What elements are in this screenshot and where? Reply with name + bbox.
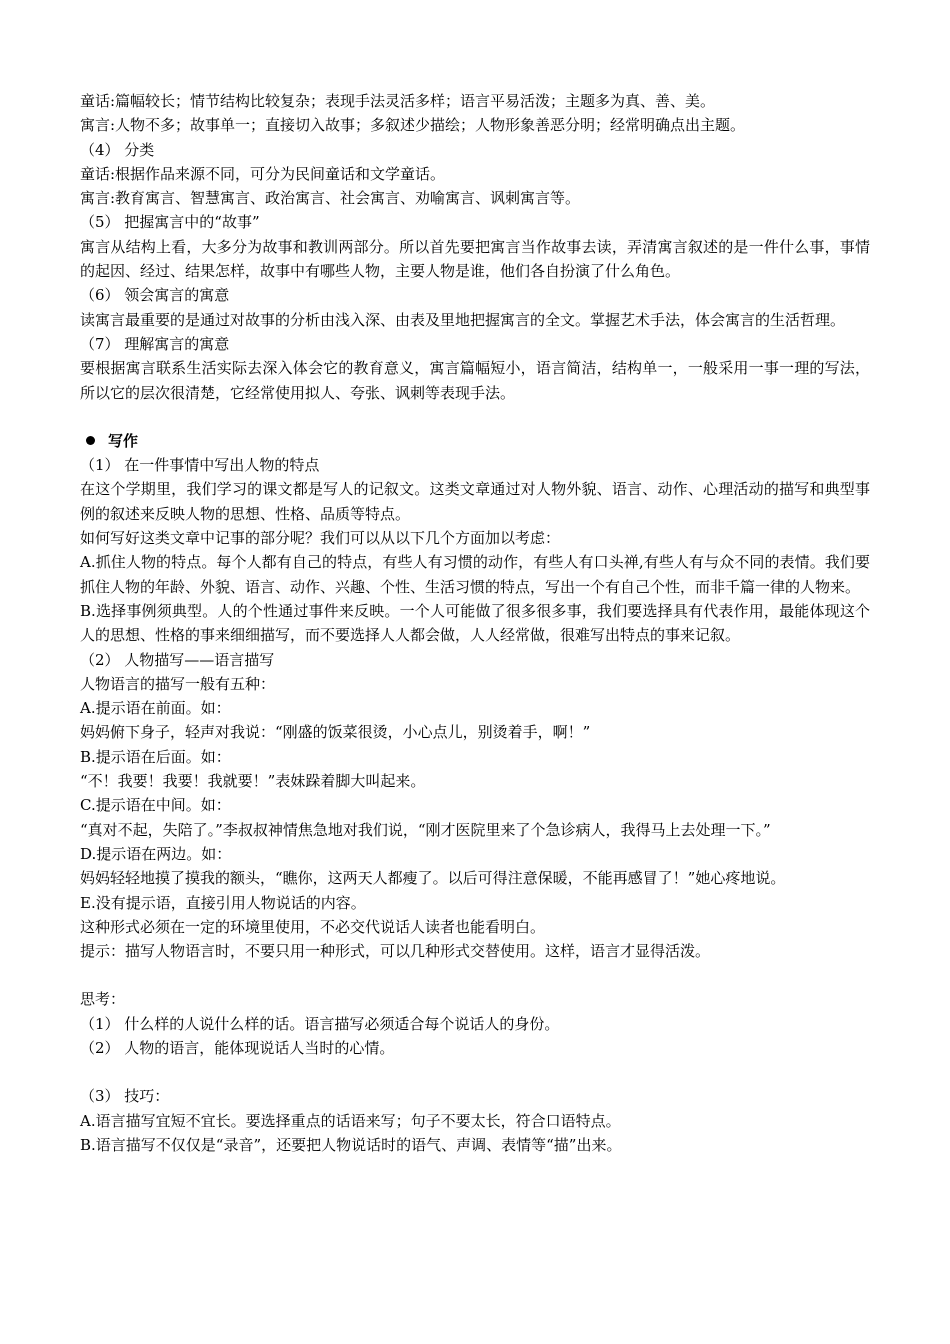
- spacer: [80, 405, 870, 429]
- writing-point-b: B.选择事例须典型。人的个性通过事件来反映。一个人可能做了很多很多事，我们要选择具有代表作用，最能体现这个人的思想、性格的事来细细描写，而不要选择人人都会做，人人经常做，很难写出特点的事来记叙。: [80, 601, 870, 645]
- form-c: C.提示语在中间。如：: [80, 796, 231, 815]
- writing-s1-heading: （1） 在一件事情中写出人物的特点: [80, 456, 320, 475]
- think-2: （2） 人物的语言，能体现说话人当时的心情。: [80, 1038, 395, 1057]
- section-7-paragraph: 要根据寓言联系生活实际去深入体会它的教育意义，寓言篇幅短小，语言简洁，结构单一，一般采用一事一理的写法，所以它的层次很清楚，它经常使用拟人、夸张、讽刺等表现手法。: [80, 359, 870, 402]
- think-label: 思考：: [80, 990, 126, 1009]
- writing-s2-heading: （2） 人物描写——语言描写: [80, 650, 275, 669]
- fable-features: 寓言:人物不多；故事单一；直接切入故事；多叙述少描绘；人物形象善恶分明；经常明确点出主题。: [80, 116, 746, 135]
- writing-p1: 在这个学期里，我们学习的课文都是写人的记叙文。这类文章通过对人物外貌、语言、动作、心理活动的描写和典型事例的叙述来反映人物的思想、性格、品质等特点。: [80, 480, 870, 523]
- form-b-example: “不！我要！我要！我就要！”表妹跺着脚大叫起来。: [80, 772, 426, 791]
- technique-a: A.语言描写宜短不宜长。要选择重点的话语来写；句子不要太长，符合口语特点。: [80, 1111, 621, 1130]
- form-d-example: 妈妈轻轻地摸了摸我的额头，“瞧你，这两天人都瘦了。以后可得注意保暖，不能再感冒了！”她心疼地说。: [80, 869, 786, 888]
- section-6-heading: （6） 领会寓言的寓意: [80, 286, 230, 305]
- section-6-paragraph: 读寓言最重要的是通过对故事的分析由浅入深、由表及里地把握寓言的全文。掌握艺术手法，体会寓言的生活哲理。: [80, 310, 846, 329]
- form-d: D.提示语在两边。如：: [80, 844, 232, 863]
- form-c-example: “真对不起，失陪了。”李叔叔神情焦急地对我们说，“刚才医院里来了个急诊病人，我得马上去处理一下。”: [80, 820, 771, 839]
- form-b: B.提示语在后面。如：: [80, 747, 231, 766]
- spacer: [80, 963, 870, 987]
- tip-line: 提示：描写人物语言时，不要只用一种形式，可以几种形式交替使用。这样，语言才显得活泼。: [80, 942, 711, 961]
- section-7-heading: （7） 理解寓言的寓意: [80, 334, 230, 353]
- writing-title: 写作: [108, 431, 139, 450]
- form-a-example: 妈妈俯下身子，轻声对我说：“刚盛的饭菜很烫，小心点儿，别烫着手，啊！”: [80, 723, 591, 742]
- fairy-tale-classification: 童话:根据作品来源不同，可分为民间童话和文学童话。: [80, 164, 446, 183]
- fable-classification: 寓言:教育寓言、智慧寓言、政治寓言、社会寓言、劝喻寓言、讽刺寓言等。: [80, 189, 581, 208]
- fairy-tale-features: 童话:篇幅较长；情节结构比较复杂；表现手法灵活多样；语言平易活泼；主题多为真、善、美。: [80, 92, 716, 110]
- document-page: [80, 89, 870, 1157]
- writing-s3-heading: （3） 技巧：: [80, 1087, 170, 1106]
- section-5-paragraph: 寓言从结构上看，大多分为故事和教训两部分。所以首先要把寓言当作故事去读，弄清寓言叙述的是一件什么事，事情的起因、经过、结果怎样，故事中有哪些人物，主要人物是谁，他们各自扮演了什么角色。: [80, 237, 870, 281]
- think-1: （1） 什么样的人说什么样的话。语言描写必须适合每个说话人的身份。: [80, 1014, 560, 1033]
- section-5-heading: （5） 把握寓言中的“故事”: [80, 213, 260, 232]
- form-a: A.提示语在前面。如：: [80, 699, 231, 718]
- form-e: E.没有提示语，直接引用人物说话的内容。: [80, 893, 366, 912]
- form-e-example: 这种形式必须在一定的环境里使用，不必交代说话人读者也能看明白。: [80, 917, 546, 936]
- section-4-heading: （4） 分类: [80, 140, 155, 159]
- technique-b: B.语言描写不仅仅是“录音”，还要把人物说话时的语气、声调、表情等“描”出来。: [80, 1135, 622, 1154]
- writing-heading: [108, 429, 870, 453]
- spacer: [80, 1060, 870, 1084]
- writing-point-a: A.抓住人物的特点。每个人都有自己的特点，有些人有习惯的动作，有些人有口头禅,有些人有与众不同的表情。我们要抓住人物的年龄、外貌、语言、动作、兴趣、个性、生活习惯的特点，写出一个有自己个性，而非千篇一律的人物来。: [80, 553, 870, 596]
- bullet-icon: [86, 436, 95, 445]
- writing-p3: 人物语言的描写一般有五种：: [80, 674, 276, 693]
- writing-p2: 如何写好这类文章中记事的部分呢？我们可以从以下几个方面加以考虑：: [80, 529, 561, 548]
